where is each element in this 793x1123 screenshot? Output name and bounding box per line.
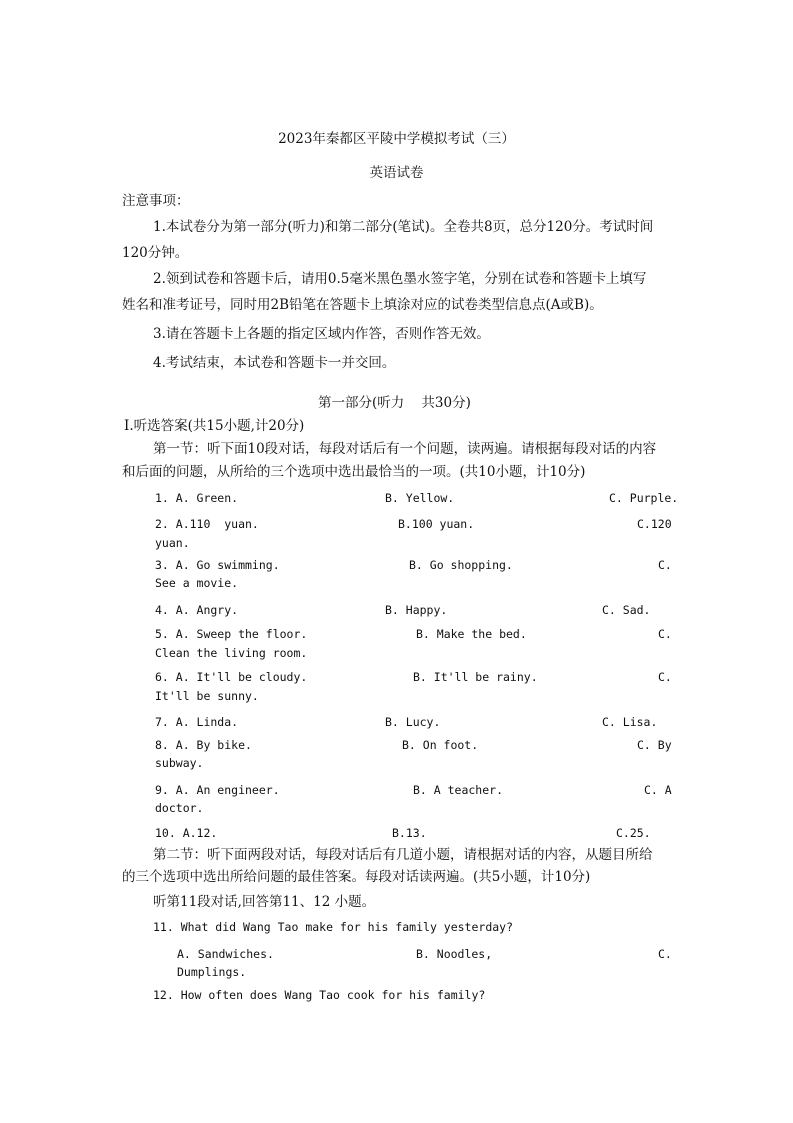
q3-option-a: 3. A. Go swimming. [155,558,280,572]
q5-option-a: 5. A. Sweep the floor. [155,627,308,641]
q9-option-a: 9. A. An engineer. [155,783,280,797]
q8-option-a: 8. A. By bike. [155,738,252,752]
q4-option-a: 4. A. Angry. [155,603,239,617]
notice-item-4: 4.考试结束，本试卷和答题卡一并交回。 [153,355,396,371]
notice-item-2-cont: 姓名和准考证号，同时用2B铅笔在答题卡上填涂对应的试卷类型信息点(A或B)。 [122,297,603,313]
notice-item-2: 2.领到试卷和答题卡后，请用0.5毫米黑色墨水签字笔，分别在试卷和答题卡上填写 [153,271,647,287]
q5-option-b: B. Make the bed. [416,627,527,641]
notice-item-1: 1.本试卷分为第一部分(听力)和第二部分(笔试)。全卷共8页，总分120分。考试时间 [153,219,654,235]
q2-option-b: B.100 yuan. [398,517,475,531]
q8-option-c: C. By [637,738,672,752]
q10-option-c: C.25. [616,826,651,840]
notice-item-1-cont: 120分钟。 [122,245,189,261]
q8-option-c-wrap: subway. [155,756,204,770]
q7-option-a: 7. A. Linda. [155,715,239,729]
q6-option-c: C. [658,670,672,684]
section1-instructions-cont: 和后面的问题，从所给的三个选项中选出最恰当的一项。(共10小题，计10分) [122,464,586,480]
q2-option-c: C.120 [637,517,672,531]
q10-option-b: B.13. [392,826,427,840]
notice-item-3: 3.请在答题卡上各题的指定区域内作答，否则作答无效。 [153,326,490,342]
q4-option-b: B. Happy. [385,603,448,617]
q2-option-c-wrap: yuan. [155,536,190,550]
q1-option-a: 1. A. Green. [155,491,239,505]
q5-option-c-wrap: Clean the living room. [155,646,308,660]
q11-stem: 11. What did Wang Tao make for his family yesterday? [153,920,514,934]
q6-option-a: 6. A. It'll be cloudy. [155,670,308,684]
q8-option-b: B. On foot. [402,738,479,752]
section2-instructions: 第二节：听下面两段对话，每段对话后有几道小题，请根据对话的内容，从题目所给 [153,847,653,863]
section2-instructions-cont: 的三个选项中选出所给问题的最佳答案。每段对话读两遍。(共5小题，计10分) [122,869,591,885]
q6-option-b: B. It'll be rainy. [413,670,538,684]
notice-heading: 注意事项： [122,193,190,209]
part1-heading: 第一部分(听力 共30分) [318,395,471,411]
q4-option-c: C. Sad. [602,603,651,617]
q9-option-c-wrap: doctor. [155,801,204,815]
q9-option-c: C. A [644,783,672,797]
q6-option-c-wrap: It'll be sunny. [155,689,259,703]
exam-subtitle: 英语试卷 [369,165,424,181]
q11-option-c: C. [658,947,672,961]
q11-option-c-wrap: Dumplings. [177,965,247,979]
q7-option-c: C. Lisa. [602,715,658,729]
q1-option-c: C. Purple. [609,491,679,505]
q1-option-b: B. Yellow. [385,491,455,505]
q3-option-c: C. [658,558,672,572]
q3-option-c-wrap: See a movie. [155,576,239,590]
q11-option-a: A. Sandwiches. [177,947,274,961]
dialog-11-prompt: 听第11段对话,回答第11、12 小题。 [153,894,376,910]
q12-stem: 12. How often does Wang Tao cook for his family? [153,988,486,1002]
q5-option-c: C. [658,627,672,641]
q7-option-b: B. Lucy. [385,715,441,729]
q3-option-b: B. Go shopping. [409,558,513,572]
section1-instructions: 第一节：听下面10段对话，每段对话后有一个问题，读两遍。请根据每段对话的内容 [153,441,657,457]
q11-option-b: B. Noodles, [416,947,493,961]
q2-option-a: 2. A.110 yuan. [155,517,259,531]
q10-option-a: 10. A.12. [155,826,218,840]
q9-option-b: B. A teacher. [413,783,504,797]
exam-title: 2023年秦都区平陵中学模拟考试（三） [278,131,515,147]
section1-heading: Ⅰ.听选答案(共15小题,计20分) [124,418,305,434]
